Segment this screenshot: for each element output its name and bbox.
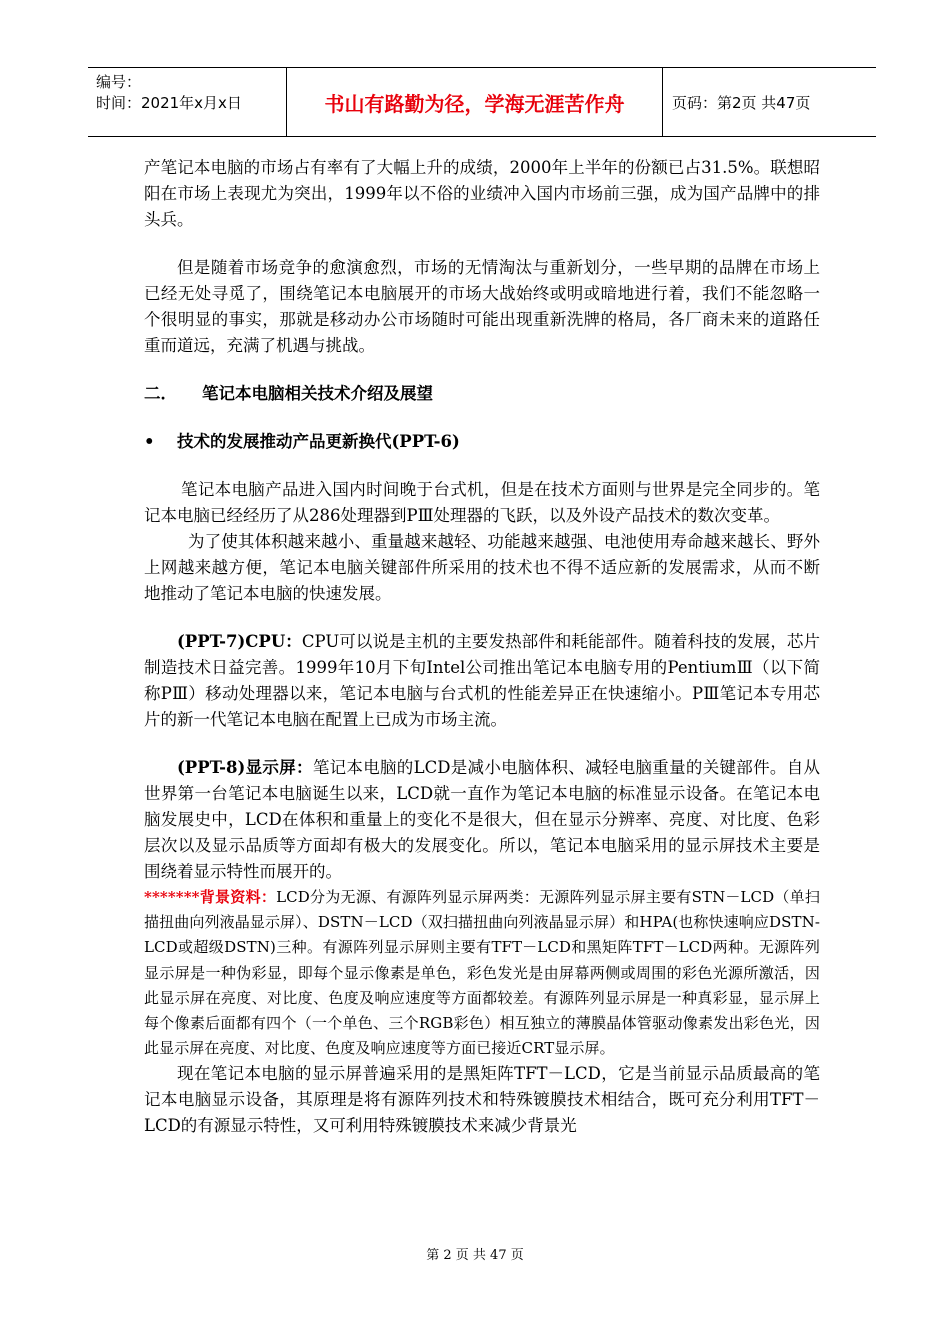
doc-time-label: 时间：2021年x月x日 bbox=[96, 94, 242, 112]
paragraph-market-competition: 但是随着市场竞争的愈演愈烈，市场的无情淘汰与重新划分，一些早期的品牌在市场上已经无处寻觅了，围绕笔记本电脑展开的市场大战始终或明或暗地进行着，我们不能忽略一个很明显的事实，那就是移动办公市场随时可能出现重新洗牌的格局，各厂商未来的道路任重而道远，充满了机遇与挑战。 bbox=[144, 258, 820, 355]
display-lead: (PPT-8)显示屏： bbox=[177, 758, 313, 777]
background-text: LCD分为无源、有源阵列显示屏两类：无源阵列显示屏主要有STN－LCD（单扫描扭曲向列液晶显示屏）、DSTN－LCD（双扫描扭曲向列液晶显示屏）和HPA(也称快速响应DSTN-LCD或超级DSTN)三种。有源阵列显示屏则主要有TFT－LCD和黑矩阵TFT－LCD两种。无源阵列显示屏是一种伪彩显，即每个显示像素是单色，彩色发光是由屏幕两侧或周围的彩色光源所激活，因此显示屏在亮度、对比度、色度及响应速度等方面都较差。有源阵列显示屏是一种真彩显，显示屏上每个像素后面都有四个（一个单色、三个RGB彩色）相互独立的薄膜晶体管驱动像素发出彩色光，因此显示屏在亮度、对比度、色度及响应速度等方面已接近CRT显示屏。 bbox=[144, 888, 820, 1058]
page-footer: 第 2 页 共 47 页 bbox=[426, 1248, 524, 1263]
paragraph-black-matrix: 现在笔记本电脑的显示屏普遍采用的是黑矩阵TFT－LCD，它是当前显示品质最高的笔记本电脑显示设备，其原理是将有源阵列技术和特殊镀膜技术相结合，既可充分利用TFT－LCD的有源显示特性，又可利用特殊镀膜技术来减少背景光 bbox=[144, 1064, 820, 1136]
header-motto: 书山有路勤为径，学海无涯苦作舟 bbox=[286, 68, 663, 136]
paragraph-tech-sync: 笔记本电脑产品进入国内时间晚于台式机，但是在技术方面则与世界是完全同步的。笔记本电脑已经经历了从286处理器到PⅢ处理器的飞跃，以及外设产品技术的数次变革。 bbox=[144, 480, 820, 525]
cpu-text: CPU可以说是主机的主要发热部件和耗能部件。随着科技的发展，芯片制造技术日益完善。1999年10月下旬Intel公司推出笔记本电脑专用的PentiumⅢ（以下简称PⅢ）移动处理器以来，笔记本电脑与台式机的性能差异正在快速缩小。PⅢ笔记本专用芯片的新一代笔记本电脑在配置上已成为市场主流。 bbox=[144, 632, 820, 729]
cpu-lead: (PPT-7)CPU： bbox=[177, 632, 302, 651]
bullet-title: 技术的发展推动产品更新换代(PPT-6) bbox=[177, 432, 460, 451]
paragraph-display bbox=[144, 755, 820, 885]
document-body bbox=[144, 155, 820, 1139]
header-page-label: 页码：第2页 共47页 bbox=[672, 93, 811, 112]
header-meta bbox=[88, 68, 286, 136]
paragraph-cpu bbox=[144, 629, 820, 733]
background-lead: *******背景资料： bbox=[144, 888, 277, 906]
display-text: 笔记本电脑的LCD是减小电脑体积、减轻电脑重量的关键部件。自从世界第一台笔记本电脑诞生以来，LCD就一直作为笔记本电脑的标准显示设备。在笔记本电脑发展史中，LCD在体积和重量上的变化不是很大，但在显示分辨率、亮度、对比度、色彩层次以及显示品质等方面却有极大的发展变化。所以，笔记本电脑采用的显示屏技术主要是围绕着显示特性而展开的。 bbox=[144, 758, 821, 881]
paragraph-tech-demand: 为了使其体积越来越小、重量越来越轻、功能越来越强、电池使用寿命越来越长、野外上网越来越方便，笔记本电脑关键部件所采用的技术也不得不适应新的发展需求，从而不断地推动了笔记本电脑的快速发展。 bbox=[144, 532, 820, 603]
paragraph-market-share: 产笔记本电脑的市场占有率有了大幅上升的成绩，2000年上半年的份额已占31.5%。联想昭阳在市场上表现尤为突出，1999年以不俗的业绩冲入国内市场前三强，成为国产品牌中的排头兵。 bbox=[144, 158, 820, 229]
doc-number-label: 编号： bbox=[96, 73, 142, 91]
bullet-icon: • bbox=[144, 432, 155, 451]
section-number: 二． bbox=[144, 384, 177, 403]
page-header bbox=[88, 67, 876, 137]
bullet-heading bbox=[144, 429, 820, 455]
background-note bbox=[144, 885, 820, 1061]
section-title: 笔记本电脑相关技术介绍及展望 bbox=[202, 384, 433, 403]
section-heading bbox=[144, 381, 820, 407]
